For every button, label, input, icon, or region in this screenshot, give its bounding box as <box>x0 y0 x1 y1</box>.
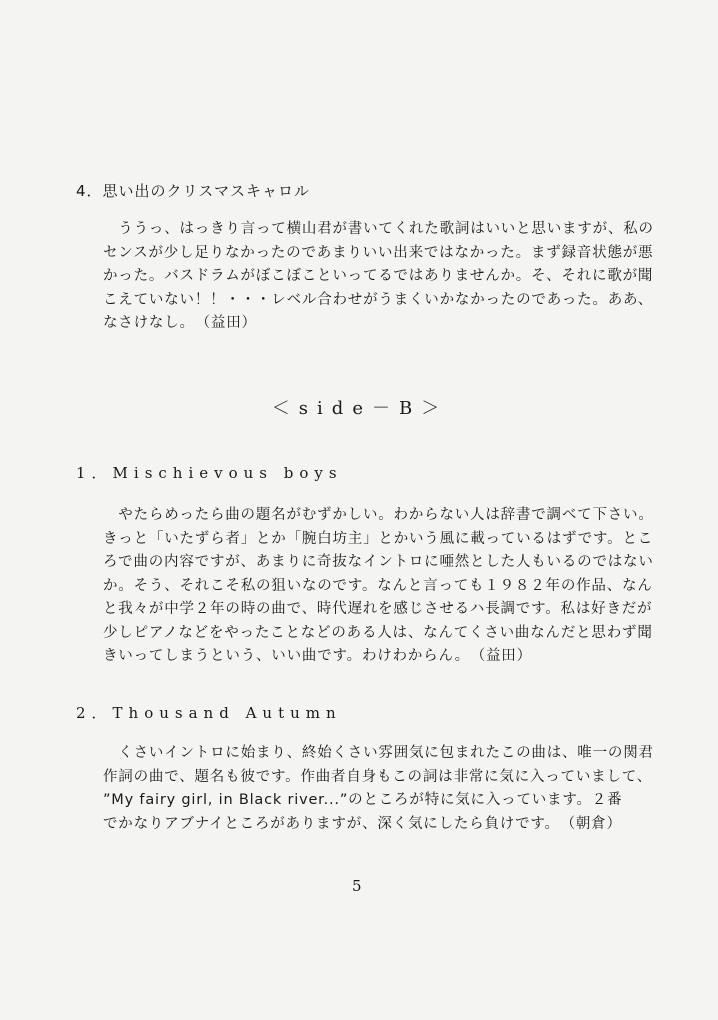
paragraph-line: なさけなし。 （益田） <box>103 315 257 331</box>
section-heading-mischievous-boys: 1．Mischievous boys <box>76 464 343 482</box>
paragraph-mischievous-boys <box>103 504 663 669</box>
paragraph-line: くさいイントロに始まり、終始くさい雰囲気に包まれたこの曲は、唯一の関君 <box>103 745 654 761</box>
side-b-title: ＜side－B＞ <box>271 398 449 419</box>
paragraph-line: きいってしまうという、いい曲です。わけわからん。 （益田） <box>103 648 532 664</box>
paragraph-line: ”My fairy girl, in Black river...”のところが特に気に入っています。２番 <box>103 792 623 808</box>
section-heading-thousand-autumn: 2．Thousand Autumn <box>76 704 342 722</box>
paragraph-line: ううっ、はっきり言って横山君が書いてくれた歌詞はいいと思いますが、私の <box>103 221 654 237</box>
paragraph-line: か。そう、それこそ私の狙いなのです。なんと言っても１９８２年の作品、なん <box>103 577 653 594</box>
paragraph-line: センスが少し足りなかったのであまりいい出来ではなかった。まず録音状態が悪 <box>103 244 654 261</box>
section-heading-christmas-carol: 4．思い出のクリスマスキャロル <box>76 182 310 200</box>
paragraph-line: と我々が中学２年の時の曲で、時代遅れを感じさせるハ長調です。私は好きだが <box>103 601 653 617</box>
paragraph-line: きっと「いたずら者」とか「腕白坊主」とかいう風に載っているはずです。とこ <box>103 530 654 547</box>
page-number: 5 <box>352 877 362 895</box>
paragraph-line: 少しピアノなどをやったことなどのある人は、なんてくさい曲なんだと思わず聞 <box>103 624 653 641</box>
paragraph-line: 作詞の曲で、題名も彼です。作曲者自身もこの詞は非常に気に入っていまして、 <box>103 768 653 785</box>
paragraph-line: かった。バスドラムがぼこぼこといってるではありませんか。そ、それに歌が聞 <box>103 268 654 284</box>
paragraph-line: でかなりアブナイところがありますが、深く気にしたら負けです。 （朝倉） <box>103 815 622 832</box>
paragraph-line: やたらめったら曲の題名がむずかしい。わからない人は辞書で調べて下さい。 <box>103 507 654 523</box>
paragraph-thousand-autumn <box>103 742 663 836</box>
paragraph-christmas-carol <box>103 218 663 336</box>
paragraph-line: ろで曲の内容ですが、あまりに奇抜なイントロに唖然とした人もいるのではない <box>103 554 654 570</box>
paragraph-line: こえていない！！・・・レベル合わせがうまくいかなかったのであった。ああ、 <box>103 291 654 308</box>
